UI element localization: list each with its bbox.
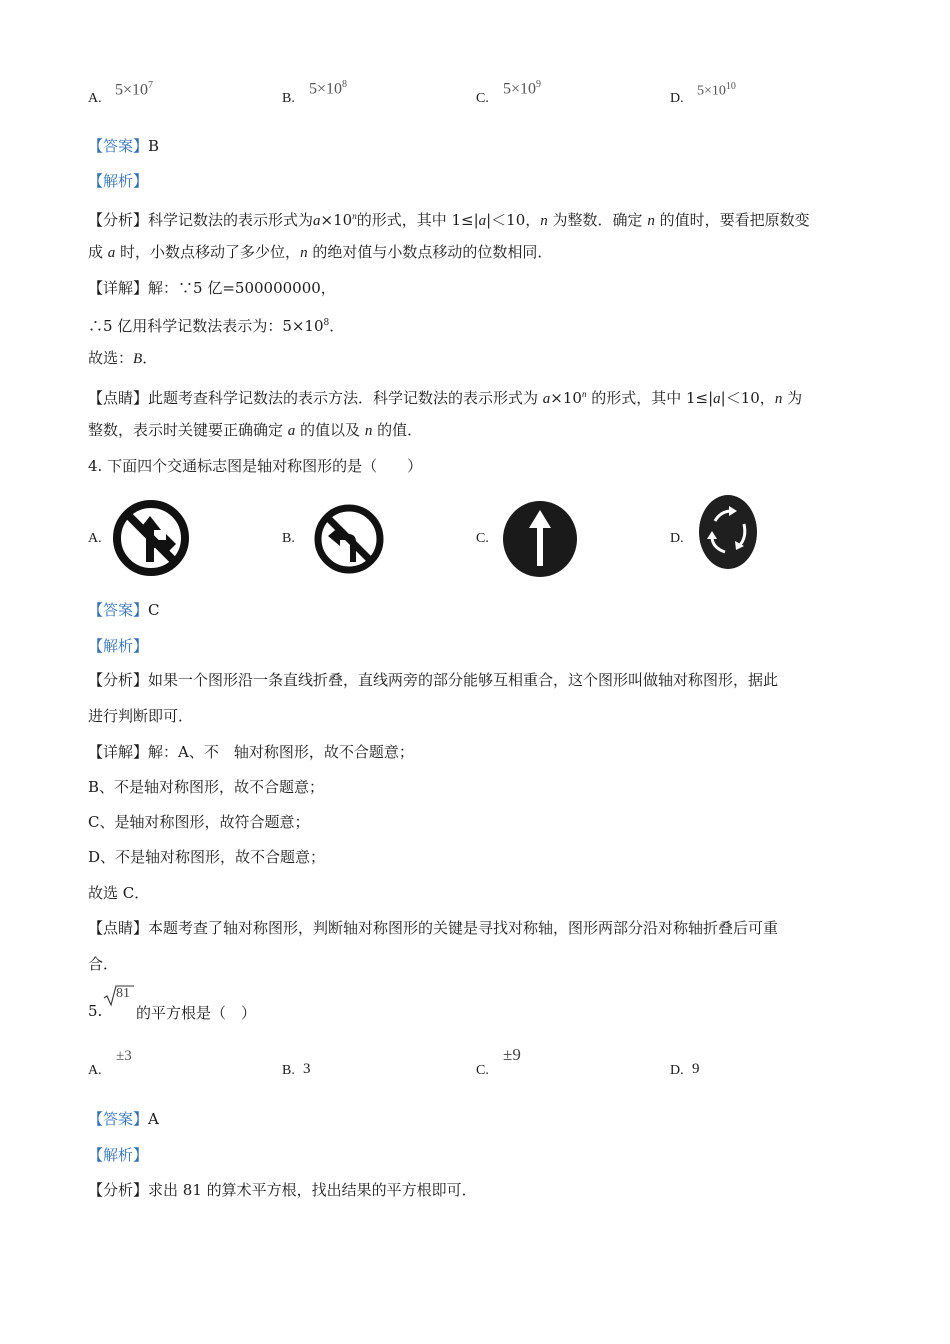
q3-jiexi-line (88, 171, 148, 191)
xiangjie-tag: 【详解】 (88, 279, 149, 297)
q3-option-b-letter: B. (282, 91, 295, 106)
q5-answer: A (148, 1110, 159, 1128)
q5-option-d-letter: D. (670, 1063, 684, 1078)
fenxi-tag: 【分析】 (88, 671, 149, 689)
q3-dianjing-line-1: 【点睛】此题考查科学记数法的表示方法．科学记数法的表示形式为 $a\times 10^n$ 的形式，其中 1≤|a|＜10，n 为 (88, 389, 803, 407)
q3-guxuan-line: 故选：B． (88, 349, 158, 367)
q4-xiangjie-line-4: D、不是轴对称图形，故不合题意； (88, 848, 326, 866)
q3-xiangjie-line-1: 【详解】解：∵5 亿=500000000， (88, 279, 336, 297)
q4-fenxi-line-1: 【分析】如果一个图形沿一条直线折叠，直线两旁的部分能够互相重合，这个图形叫做轴对称图形，据此 (88, 671, 779, 689)
q4-option-a-letter: A. (88, 531, 102, 546)
q5-option-a-value: ±3 (116, 1048, 132, 1064)
q4-dianjing-line-2: 合． (88, 955, 119, 973)
q3-dianjing-line-2: 整数，表示时关键要正确确定 a 的值以及 n 的值． (88, 421, 423, 439)
q5-option-b-letter: B. (282, 1063, 295, 1078)
fenxi-tag: 【分析】 (88, 1181, 149, 1199)
q4-fenxi-line-2: 进行判断即可． (88, 707, 194, 725)
q5-question-text: 的平方根是（ ） (136, 1004, 257, 1022)
no-straight-or-right-turn-sign-icon (110, 498, 192, 578)
q4-dianjing-line-1: 【点睛】本题考查了轴对称图形，判断轴对称图形的关键是寻找对称轴，图形两部分沿对称轴折叠后可重 (88, 919, 779, 937)
answer-tag: 【答案】 (88, 137, 149, 155)
jiexi-tag: 【解析】 (88, 172, 149, 190)
q5-jiexi-line (88, 1145, 148, 1165)
q4-option-c-letter: C. (476, 531, 489, 546)
q4-option-b-letter: B. (282, 531, 295, 546)
q5-option-d-value: 9 (692, 1061, 700, 1077)
q3-option-b-value: $5\times 10^8$ (309, 79, 348, 98)
q3-xiangjie-line-2: ∴5 亿用科学记数法表示为：$5\times 10^8$． (88, 317, 345, 335)
q3-fenxi-line-1: 【分析】科学记数法的表示形式为$a\times 10^n$的形式，其中 1≤|a|＜10，n 为整数．确定 n 的值时，要看把原数变 (88, 211, 810, 229)
dianjing-tag: 【点睛】 (88, 919, 149, 937)
fenxi-tag: 【分析】 (88, 211, 149, 229)
q4-option-d-letter: D. (670, 531, 684, 546)
dianjing-tag: 【点睛】 (88, 389, 149, 407)
q5-option-c-letter: C. (476, 1063, 489, 1078)
q3-option-a-letter: A. (88, 91, 102, 106)
q3-answer-line (88, 136, 159, 156)
q5-answer-line (88, 1109, 159, 1129)
q4-question: 4. 下面四个交通标志图是轴对称图形的是（ ） (88, 457, 423, 475)
q4-xiangjie-line-2: B、不是轴对称图形，故不合题意； (88, 778, 325, 796)
q5-option-a-letter: A. (88, 1063, 102, 1078)
answer-tag: 【答案】 (88, 601, 149, 619)
q4-answer-line (88, 600, 160, 620)
q4-guxuan-line: 故选 C． (88, 884, 150, 902)
q3-option-d-letter: D. (670, 91, 684, 106)
jiexi-tag: 【解析】 (88, 1146, 149, 1164)
xiangjie-tag: 【详解】 (88, 743, 149, 761)
q3-option-c-letter: C. (476, 91, 489, 106)
q5-fenxi-line-1: 【分析】求出 81 的算术平方根，找出结果的平方根即可． (88, 1181, 477, 1199)
q3-option-a-value: $5\times 10^7$ (115, 80, 154, 99)
straight-ahead-sign-icon (502, 500, 578, 578)
q4-xiangjie-line-3: C、是轴对称图形，故符合题意； (88, 813, 310, 831)
q3-fenxi-line-2: 成 a 时，小数点移动了多少位，n 的绝对值与小数点移动的位数相同． (88, 243, 553, 261)
q5-option-c-value: ±9 (503, 1045, 521, 1064)
q3-answer: B (148, 137, 160, 155)
q5-radicand: 81 (116, 986, 130, 1001)
q3-option-c-value: $5\times 10^9$ (503, 79, 542, 98)
no-left-turn-sign-icon (312, 502, 386, 576)
q4-answer: C (148, 601, 160, 619)
q4-xiangjie-line-1: 【详解】解：A、不 轴对称图形，故不合题意； (88, 743, 414, 761)
answer-tag: 【答案】 (88, 1110, 149, 1128)
roundabout-sign-icon (698, 494, 758, 570)
q3-option-d-value: $5\times 10^{10}$ (697, 81, 736, 99)
q4-jiexi-line (88, 636, 148, 656)
jiexi-tag: 【解析】 (88, 637, 149, 655)
q5-number: 5. (88, 1002, 103, 1020)
q5-option-b-value: 3 (303, 1061, 311, 1077)
